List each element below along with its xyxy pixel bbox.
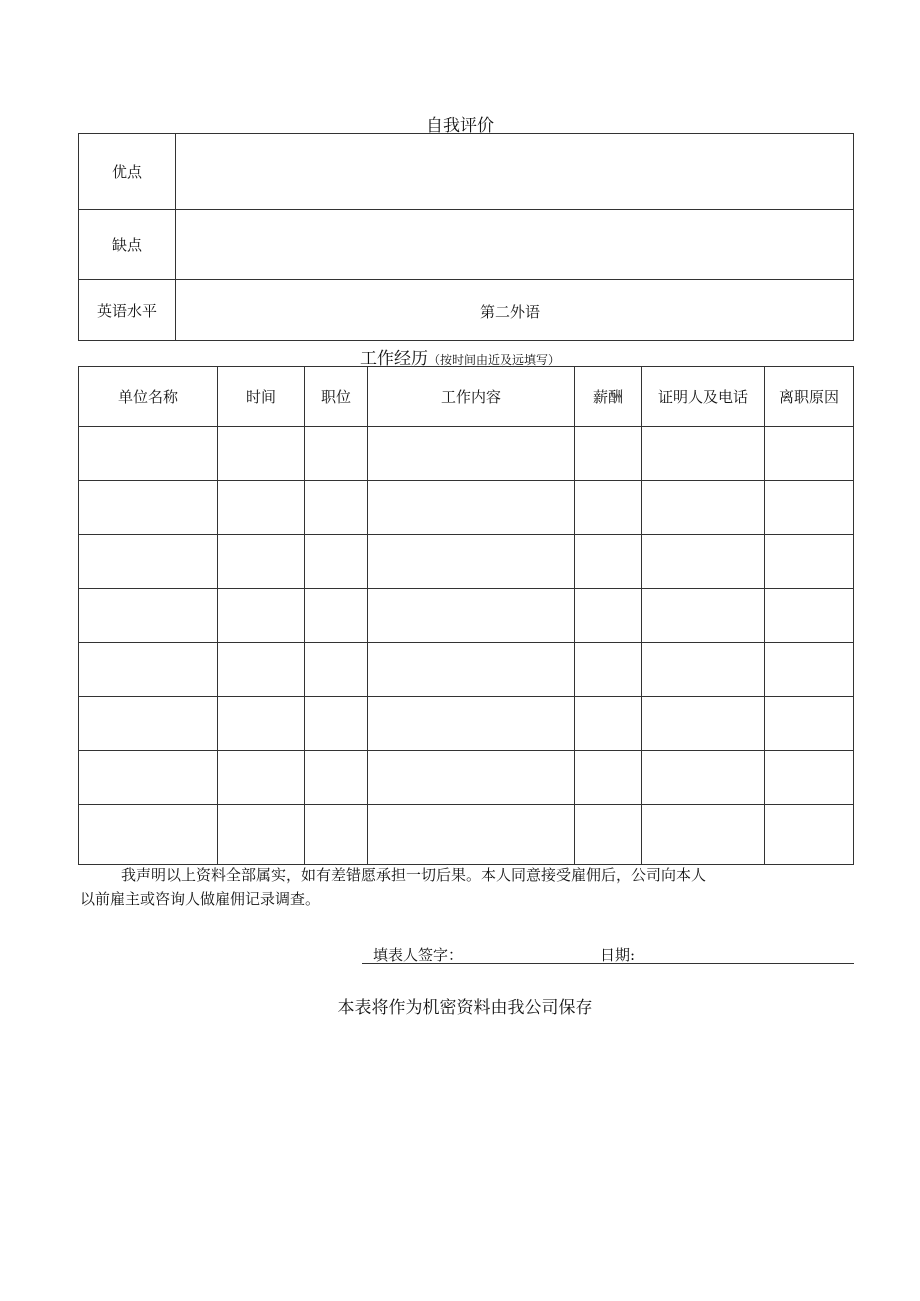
- table-cell[interactable]: [305, 697, 368, 751]
- table-cell[interactable]: [305, 589, 368, 643]
- table-cell[interactable]: [368, 427, 575, 481]
- table-cell[interactable]: [218, 697, 305, 751]
- table-cell[interactable]: [368, 535, 575, 589]
- table-cell[interactable]: [368, 751, 575, 805]
- table-cell[interactable]: [218, 805, 305, 865]
- table-cell[interactable]: [305, 427, 368, 481]
- table-cell[interactable]: [642, 427, 765, 481]
- table-cell[interactable]: [305, 481, 368, 535]
- table-row: [79, 427, 854, 481]
- table-cell[interactable]: [305, 751, 368, 805]
- table-cell[interactable]: [218, 643, 305, 697]
- table-cell[interactable]: [79, 481, 218, 535]
- table-cell[interactable]: [575, 535, 642, 589]
- table-cell[interactable]: [642, 697, 765, 751]
- work-history-title: 工作经历: [359, 349, 428, 369]
- table-cell[interactable]: [642, 751, 765, 805]
- table-row: [79, 751, 854, 805]
- table-cell[interactable]: [765, 535, 854, 589]
- table-row: [79, 535, 854, 589]
- second-language-field[interactable]: [556, 298, 846, 322]
- table-cell[interactable]: [305, 805, 368, 865]
- table-cell[interactable]: [79, 427, 218, 481]
- table-cell[interactable]: [368, 697, 575, 751]
- declaration-line-1: 我声明以上资料全部属实，如有差错愿承担一切后果。本人同意接受雇佣后，公司向本人: [121, 866, 707, 884]
- table-cell[interactable]: [305, 535, 368, 589]
- table-cell[interactable]: [305, 643, 368, 697]
- english-level-label: 英语水平: [79, 280, 176, 341]
- table-row: [79, 805, 854, 865]
- col-salary: 薪酬: [575, 367, 642, 427]
- col-company-name: 单位名称: [79, 367, 218, 427]
- col-position: 职位: [305, 367, 368, 427]
- table-cell[interactable]: [368, 481, 575, 535]
- col-leave-reason: 离职原因: [765, 367, 854, 427]
- work-history-table: [78, 366, 854, 865]
- table-cell[interactable]: [765, 643, 854, 697]
- table-cell[interactable]: [642, 481, 765, 535]
- table-cell[interactable]: [575, 751, 642, 805]
- col-job-content: 工作内容: [368, 367, 575, 427]
- table-cell[interactable]: [642, 535, 765, 589]
- second-language-label: 第二外语: [480, 303, 541, 321]
- table-cell[interactable]: [642, 805, 765, 865]
- table-cell[interactable]: [218, 751, 305, 805]
- table-cell[interactable]: [765, 589, 854, 643]
- table-cell[interactable]: [79, 805, 218, 865]
- english-second-lang-cell: [176, 280, 854, 341]
- confidential-notice: 本表将作为机密资料由我公司保存: [337, 998, 593, 1018]
- self-eval-title: 自我评价: [426, 116, 494, 136]
- table-cell[interactable]: [765, 751, 854, 805]
- table-cell[interactable]: [575, 805, 642, 865]
- table-row: [79, 643, 854, 697]
- table-cell[interactable]: [575, 427, 642, 481]
- table-cell[interactable]: [765, 427, 854, 481]
- declaration-line-2: 以前雇主或咨询人做雇佣记录调查。: [80, 890, 321, 908]
- table-row: [79, 481, 854, 535]
- date-field[interactable]: [645, 942, 845, 962]
- table-cell[interactable]: [368, 805, 575, 865]
- table-cell[interactable]: [642, 589, 765, 643]
- table-cell[interactable]: [218, 535, 305, 589]
- signer-field[interactable]: [470, 942, 590, 962]
- work-history-subtitle: （按时间由近及远填写）: [427, 353, 560, 367]
- table-cell[interactable]: [765, 481, 854, 535]
- table-cell[interactable]: [368, 643, 575, 697]
- table-cell[interactable]: [218, 427, 305, 481]
- col-time: 时间: [218, 367, 305, 427]
- strengths-label: 优点: [79, 134, 176, 210]
- table-cell[interactable]: [79, 697, 218, 751]
- table-cell[interactable]: [218, 481, 305, 535]
- table-cell[interactable]: [575, 643, 642, 697]
- col-reference-phone: 证明人及电话: [642, 367, 765, 427]
- signature-underline: [362, 963, 854, 964]
- table-cell[interactable]: [79, 751, 218, 805]
- table-cell[interactable]: [575, 481, 642, 535]
- table-row: [79, 589, 854, 643]
- self-eval-table: [78, 133, 854, 341]
- table-row: [79, 697, 854, 751]
- table-cell[interactable]: [79, 643, 218, 697]
- table-cell[interactable]: [642, 643, 765, 697]
- signer-label: 填表人签字：: [373, 946, 464, 964]
- date-label: 日期:: [600, 946, 636, 964]
- table-cell[interactable]: [79, 535, 218, 589]
- declaration: [80, 863, 840, 911]
- weaknesses-field[interactable]: [176, 210, 854, 280]
- english-level-field[interactable]: [176, 298, 476, 318]
- table-cell[interactable]: [218, 589, 305, 643]
- strengths-field[interactable]: [176, 134, 854, 210]
- table-cell[interactable]: [575, 589, 642, 643]
- header-row: [79, 367, 854, 427]
- weaknesses-label: 缺点: [79, 210, 176, 280]
- table-cell[interactable]: [368, 589, 575, 643]
- table-cell[interactable]: [765, 805, 854, 865]
- table-cell[interactable]: [79, 589, 218, 643]
- table-cell[interactable]: [765, 697, 854, 751]
- table-cell[interactable]: [575, 697, 642, 751]
